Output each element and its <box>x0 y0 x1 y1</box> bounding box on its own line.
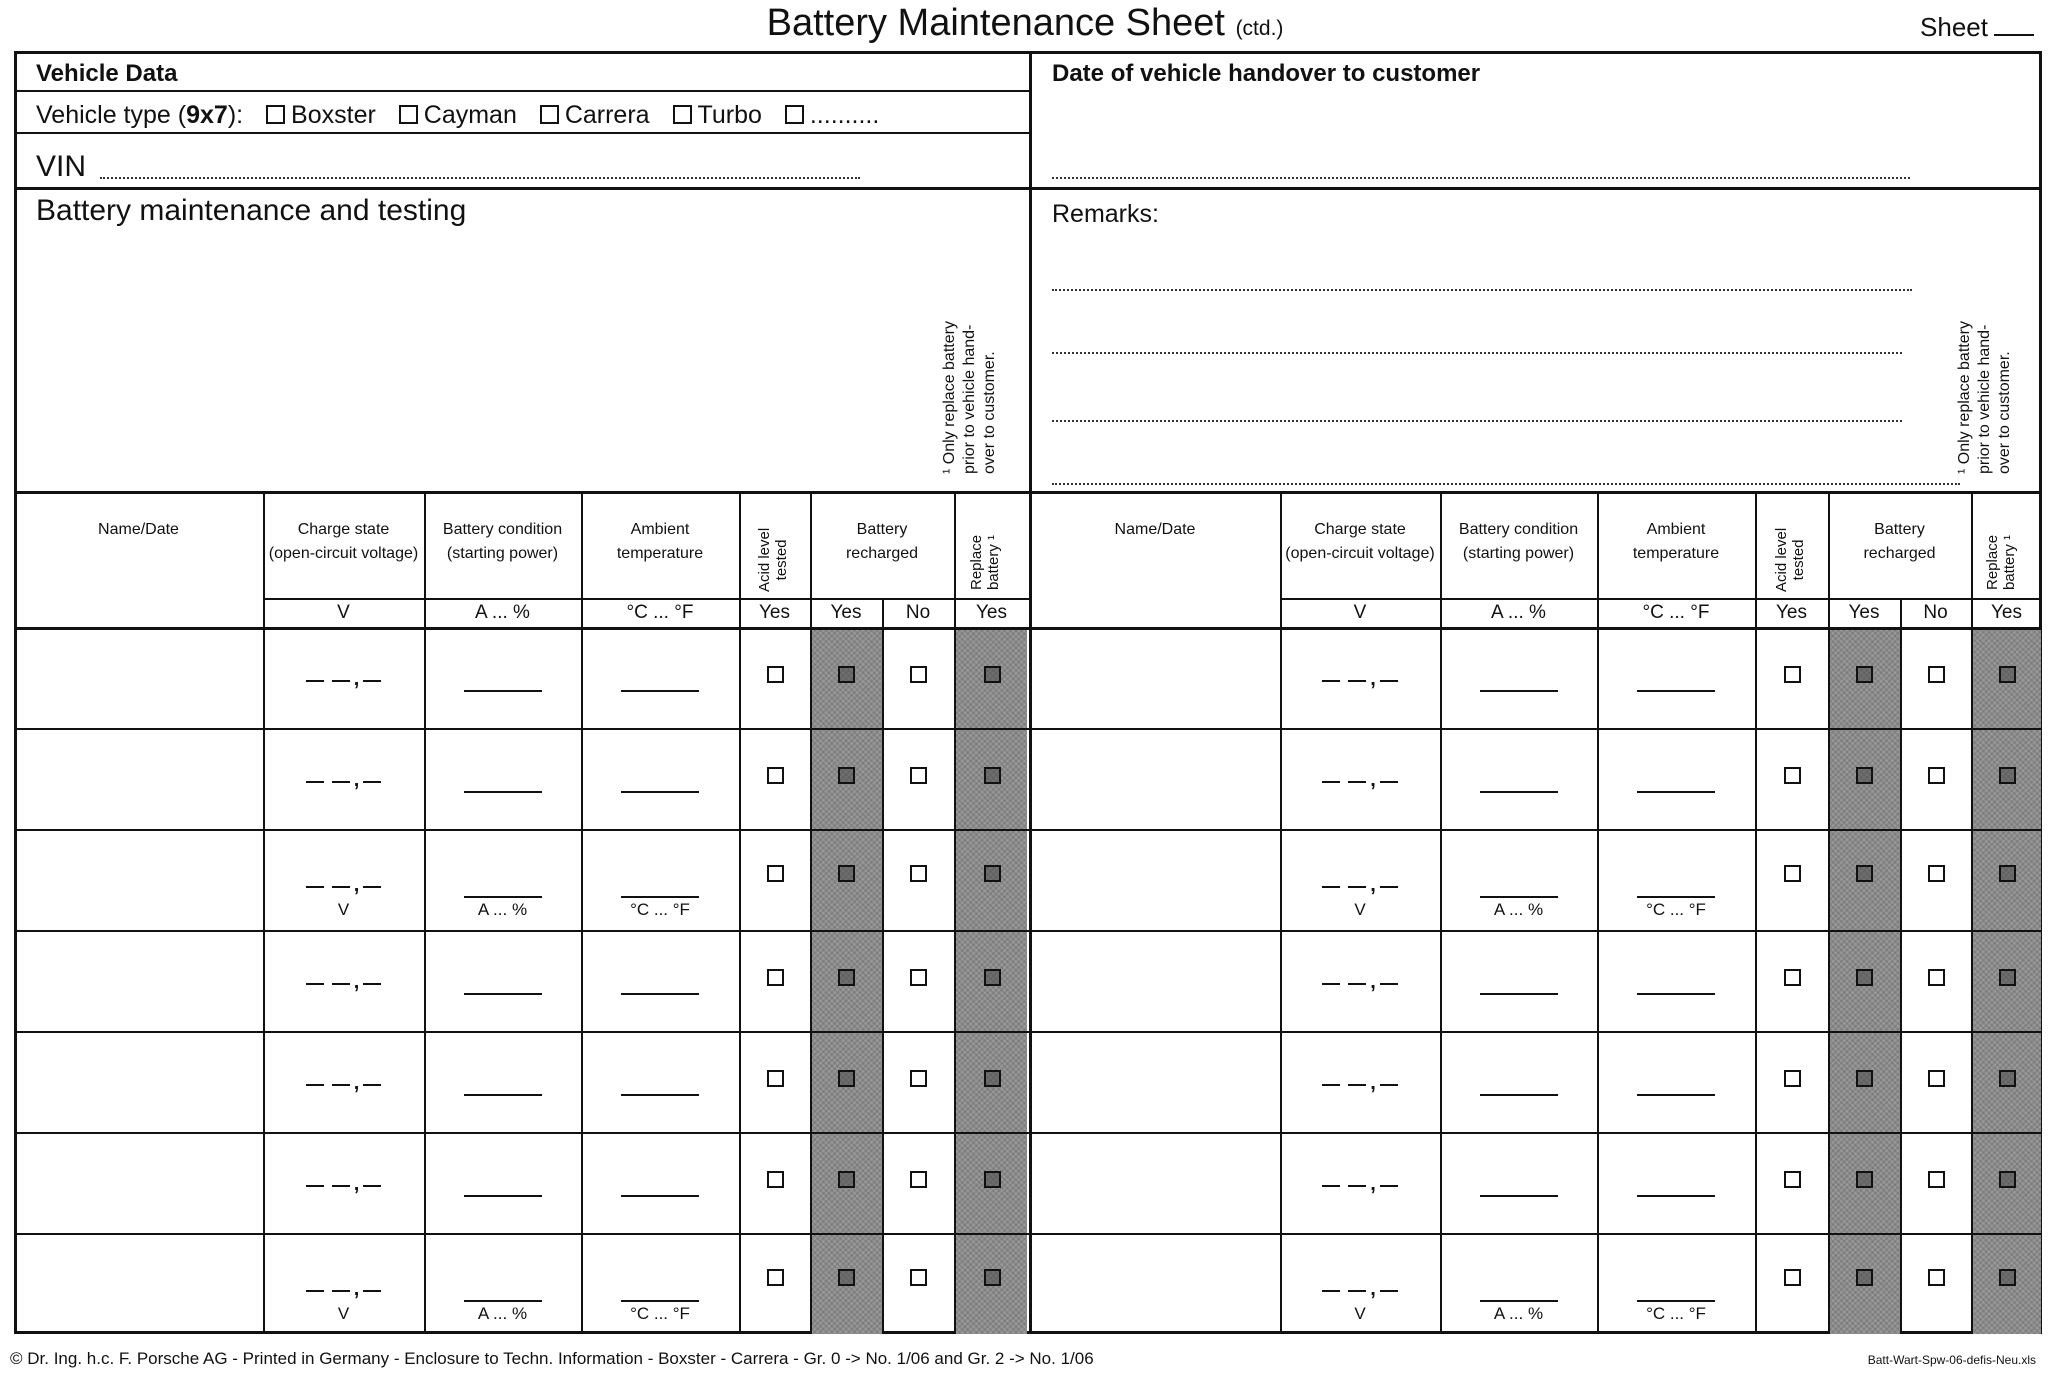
recharged-yes-checkbox[interactable] <box>838 1269 855 1286</box>
unit-acid-yes: Yes <box>759 602 790 623</box>
charge-state-header: Charge state (open-circuit voltage) <box>268 521 419 562</box>
vehicle-type-boxster-label: Boxster <box>291 101 376 129</box>
name-date-cell[interactable] <box>18 631 259 724</box>
vin-field[interactable] <box>100 177 860 179</box>
replace-battery-checkbox[interactable] <box>1999 969 2016 986</box>
row-rule <box>1029 930 2042 932</box>
replace-battery-checkbox[interactable] <box>984 767 1001 784</box>
name-date-header: Name/Date <box>98 521 179 538</box>
voltage-field[interactable]: , <box>1280 1173 1440 1196</box>
voltage-field[interactable]: , <box>1280 971 1440 994</box>
voltage-field[interactable]: , <box>1280 1072 1440 1095</box>
recharged-yes-checkbox[interactable] <box>838 767 855 784</box>
row-rule <box>14 1031 1030 1033</box>
replace-battery-checkbox[interactable] <box>1999 1171 2016 1188</box>
recharged-yes-checkbox[interactable] <box>838 1171 855 1188</box>
acid-level-checkbox[interactable] <box>767 1171 784 1188</box>
acid-level-checkbox[interactable] <box>1784 969 1801 986</box>
recharged-no-checkbox[interactable] <box>1928 666 1945 683</box>
unit-recharged-no: No <box>1923 602 1948 623</box>
recharged-no-checkbox[interactable] <box>1928 865 1945 882</box>
maintenance-heading: Battery maintenance and testing <box>36 194 467 227</box>
voltage-field[interactable]: , <box>1280 1278 1440 1301</box>
name-date-cell[interactable] <box>1033 732 1276 825</box>
unit-volt: V <box>1353 602 1367 623</box>
unit-recharged-yes: Yes <box>1848 602 1880 623</box>
starting-power-field[interactable] <box>464 1195 542 1197</box>
replace-battery-checkbox[interactable] <box>984 1171 1001 1188</box>
vehicle-type-turbo-checkbox[interactable] <box>673 105 692 124</box>
acid-level-checkbox[interactable] <box>767 1070 784 1087</box>
unit-row-rule <box>263 598 1029 600</box>
amp-unit: A ... % <box>1493 1303 1544 1323</box>
voltage-field[interactable]: , <box>263 769 424 792</box>
unit-amp: A ... % <box>1491 602 1546 623</box>
starting-power-field[interactable] <box>1480 1094 1558 1096</box>
recharged-yes-checkbox[interactable] <box>838 666 855 683</box>
amp-unit: A ... % <box>1493 899 1544 919</box>
recharged-no-checkbox[interactable] <box>1928 1171 1945 1188</box>
remarks-line-2[interactable] <box>1052 352 1902 354</box>
recharged-no-checkbox[interactable] <box>1928 1269 1945 1286</box>
vehicle-data-rule <box>14 90 1030 92</box>
recharged-no-checkbox[interactable] <box>910 865 927 882</box>
battery-recharged-header: Battery recharged <box>845 521 919 562</box>
recharged-no-checkbox[interactable] <box>910 1269 927 1286</box>
temperature-unit: °C ... °F <box>630 1303 690 1323</box>
vehicle-type-turbo-label: Turbo <box>697 101 762 129</box>
replace-battery-checkbox[interactable] <box>984 969 1001 986</box>
header-bottom-rule <box>1029 627 2042 630</box>
replace-battery-checkbox[interactable] <box>1999 666 2016 683</box>
starting-power-field[interactable] <box>464 1300 542 1302</box>
footer-filename: Batt-Wart-Spw-06-defis-Neu.xls <box>1867 1353 2036 1367</box>
sheet-number <box>1920 12 2034 43</box>
unit-recharged-yes: Yes <box>830 602 862 623</box>
center-divider <box>1029 51 1032 1334</box>
vehicle-type-label: Vehicle type (9x7): <box>36 101 244 129</box>
voltage-field[interactable]: , <box>1280 668 1440 691</box>
acid-level-checkbox[interactable] <box>767 1269 784 1286</box>
name-date-cell[interactable] <box>18 1237 259 1330</box>
battery-condition-header: Battery condition (starting power) <box>1458 521 1579 562</box>
recharged-yes-checkbox[interactable] <box>1856 1269 1873 1286</box>
col-rule <box>1900 598 1902 1334</box>
remarks-line-4[interactable] <box>1052 483 1960 485</box>
voltage-unit: V <box>1354 1303 1366 1323</box>
temperature-field[interactable] <box>1637 1195 1715 1197</box>
name-date-cell[interactable] <box>1033 833 1276 926</box>
recharged-no-checkbox[interactable] <box>910 1171 927 1188</box>
unit-row-rule <box>1280 598 2042 600</box>
replace-battery-checkbox[interactable] <box>984 1269 1001 1286</box>
acid-level-checkbox[interactable] <box>1784 865 1801 882</box>
acid-level-checkbox[interactable] <box>1784 1269 1801 1286</box>
temperature-field[interactable] <box>1637 1300 1715 1302</box>
voltage-field[interactable]: , <box>263 1278 424 1301</box>
starting-power-field[interactable] <box>464 1094 542 1096</box>
vehicle-type-other-checkbox[interactable] <box>785 105 804 124</box>
row-rule <box>14 1132 1030 1134</box>
handover-date-field[interactable] <box>1052 177 1910 179</box>
temperature-field[interactable] <box>1637 690 1715 692</box>
col-rule <box>882 598 884 1334</box>
temperature-field[interactable] <box>1637 993 1715 995</box>
name-date-cell[interactable] <box>1033 1035 1276 1128</box>
footnote-note-left: ¹ Only replace battery prior to vehicle hand- over to customer. <box>941 321 998 474</box>
acid-level-checkbox[interactable] <box>1784 1171 1801 1188</box>
vehicle-type-carrera-label: Carrera <box>564 101 650 129</box>
name-date-cell[interactable] <box>1033 934 1276 1027</box>
temperature-field[interactable] <box>1637 791 1715 793</box>
starting-power-field[interactable] <box>464 690 542 692</box>
recharged-yes-checkbox[interactable] <box>1856 767 1873 784</box>
temperature-unit: °C ... °F <box>630 899 690 919</box>
starting-power-field[interactable] <box>464 791 542 793</box>
temperature-field[interactable] <box>1637 1094 1715 1096</box>
vehicle-type-other-label: .......... <box>809 101 880 129</box>
temperature-field[interactable] <box>621 791 699 793</box>
row-rule <box>1029 1233 2042 1235</box>
recharged-yes-checkbox[interactable] <box>1856 865 1873 882</box>
recharged-yes-checkbox[interactable] <box>1856 969 1873 986</box>
name-date-cell[interactable] <box>18 833 259 926</box>
replace-battery-checkbox[interactable] <box>984 865 1001 882</box>
charge-state-header: Charge state (open-circuit voltage) <box>1285 521 1435 562</box>
voltage-field[interactable]: , <box>263 874 424 897</box>
recharged-no-checkbox[interactable] <box>910 969 927 986</box>
header-bottom-rule <box>14 627 1030 630</box>
starting-power-field[interactable] <box>1480 1195 1558 1197</box>
name-date-cell[interactable] <box>18 1035 259 1128</box>
row-rule <box>1029 1031 2042 1033</box>
acid-level-checkbox[interactable] <box>767 865 784 882</box>
table-top-rule <box>14 491 2042 494</box>
name-date-cell[interactable] <box>18 1136 259 1229</box>
acid-level-checkbox[interactable] <box>1784 666 1801 683</box>
recharged-yes-checkbox[interactable] <box>1856 1070 1873 1087</box>
sheet-number-field[interactable] <box>1994 34 2034 36</box>
acid-level-checkbox[interactable] <box>767 969 784 986</box>
unit-volt: V <box>337 602 350 623</box>
temperature-unit: °C ... °F <box>1646 899 1706 919</box>
replace-battery-checkbox[interactable] <box>1999 1269 2016 1286</box>
temperature-field[interactable] <box>621 896 699 898</box>
voltage-field[interactable]: , <box>263 1072 424 1095</box>
footer-copyright: © Dr. Ing. h.c. F. Porsche AG - Printed in Germany - Enclosure to Techn. Information - Boxster - Carrera - Gr. 0 -> No. 1/06 and Gr. 2 -> No. 1/06 <box>10 1349 1094 1368</box>
row-rule <box>14 728 1030 730</box>
ambient-temperature-header: Ambient temperature <box>616 521 704 562</box>
page-title <box>0 2 2050 45</box>
vehicle-type-carrera-checkbox[interactable] <box>540 105 559 124</box>
starting-power-field[interactable] <box>1480 896 1558 898</box>
recharged-yes-checkbox[interactable] <box>838 865 855 882</box>
row-rule <box>14 930 1030 932</box>
title-text: Battery Maintenance Sheet <box>766 2 1225 44</box>
name-date-cell[interactable] <box>1033 1136 1276 1229</box>
temperature-field[interactable] <box>1637 896 1715 898</box>
vehicle-type-boxster-checkbox[interactable] <box>266 105 285 124</box>
starting-power-field[interactable] <box>464 896 542 898</box>
replace-battery-header: Replace battery ¹ <box>1984 534 2018 590</box>
name-date-cell[interactable] <box>1033 631 1276 724</box>
vehicle-data-heading: Vehicle Data <box>36 60 178 87</box>
starting-power-field[interactable] <box>464 993 542 995</box>
replace-battery-checkbox[interactable] <box>1999 767 2016 784</box>
recharged-yes-checkbox[interactable] <box>838 1070 855 1087</box>
starting-power-field[interactable] <box>1480 690 1558 692</box>
vehicle-type-row <box>36 101 879 130</box>
form-frame <box>14 51 2042 1334</box>
recharged-no-checkbox[interactable] <box>910 666 927 683</box>
acid-level-checkbox[interactable] <box>1784 1070 1801 1087</box>
temperature-field[interactable] <box>621 1300 699 1302</box>
recharged-no-checkbox[interactable] <box>1928 1070 1945 1087</box>
remarks-label: Remarks: <box>1052 200 1159 228</box>
acid-level-header: Acid level tested <box>1773 527 1807 592</box>
acid-level-header: Acid level tested <box>756 527 790 592</box>
temperature-field[interactable] <box>621 1094 699 1096</box>
section-rule <box>14 187 2042 190</box>
replace-battery-checkbox[interactable] <box>1999 865 2016 882</box>
recharged-no-checkbox[interactable] <box>910 1070 927 1087</box>
acid-level-checkbox[interactable] <box>767 666 784 683</box>
acid-level-checkbox[interactable] <box>767 767 784 784</box>
vehicle-type-rule <box>14 132 1030 134</box>
replace-battery-checkbox[interactable] <box>984 1070 1001 1087</box>
handover-date-heading: Date of vehicle handover to customer <box>1052 60 1481 87</box>
voltage-field[interactable]: , <box>1280 874 1440 897</box>
replace-battery-checkbox[interactable] <box>984 666 1001 683</box>
voltage-field[interactable]: , <box>263 668 424 691</box>
remarks-line-1[interactable] <box>1052 289 1912 291</box>
recharged-no-checkbox[interactable] <box>1928 767 1945 784</box>
footnote-note-right: ¹ Only replace battery prior to vehicle hand- over to customer. <box>1956 321 2013 474</box>
unit-recharged-no: No <box>905 602 931 623</box>
unit-temp: °C ... °F <box>1642 602 1710 623</box>
voltage-field[interactable]: , <box>263 1173 424 1196</box>
recharged-no-checkbox[interactable] <box>1928 969 1945 986</box>
vehicle-type-cayman-checkbox[interactable] <box>399 105 418 124</box>
row-rule <box>1029 1132 2042 1134</box>
temperature-field[interactable] <box>621 690 699 692</box>
starting-power-field[interactable] <box>1480 791 1558 793</box>
remarks-line-3[interactable] <box>1052 420 1902 422</box>
temperature-field[interactable] <box>621 1195 699 1197</box>
unit-acid-yes: Yes <box>1776 602 1807 623</box>
unit-amp: A ... % <box>475 602 530 623</box>
voltage-field[interactable]: , <box>263 971 424 994</box>
unit-replace-yes: Yes <box>1991 602 2022 623</box>
row-rule <box>14 829 1030 831</box>
unit-temp: °C ... °F <box>626 602 694 623</box>
row-rule <box>14 1233 1030 1235</box>
voltage-unit: V <box>1354 899 1366 919</box>
recharged-yes-checkbox[interactable] <box>1856 1171 1873 1188</box>
starting-power-field[interactable] <box>1480 1300 1558 1302</box>
battery-recharged-header: Battery recharged <box>1863 521 1936 562</box>
vin-label: VIN <box>36 150 87 183</box>
voltage-unit: V <box>337 1303 350 1323</box>
replace-battery-checkbox[interactable] <box>1999 1070 2016 1087</box>
name-date-header: Name/Date <box>1114 521 1196 538</box>
voltage-field[interactable]: , <box>1280 769 1440 792</box>
replace-battery-header: Replace battery ¹ <box>968 534 1002 590</box>
voltage-unit: V <box>337 899 350 919</box>
starting-power-field[interactable] <box>1480 993 1558 995</box>
ambient-temperature-header: Ambient temperature <box>1632 521 1720 562</box>
name-date-cell[interactable] <box>18 732 259 825</box>
recharged-yes-checkbox[interactable] <box>838 969 855 986</box>
amp-unit: A ... % <box>477 1303 528 1323</box>
temperature-field[interactable] <box>621 993 699 995</box>
unit-replace-yes: Yes <box>976 602 1007 623</box>
battery-condition-header: Battery condition (starting power) <box>442 521 563 562</box>
temperature-unit: °C ... °F <box>1646 1303 1706 1323</box>
name-date-cell[interactable] <box>1033 1237 1276 1330</box>
amp-unit: A ... % <box>477 899 528 919</box>
acid-level-checkbox[interactable] <box>1784 767 1801 784</box>
recharged-yes-checkbox[interactable] <box>1856 666 1873 683</box>
sheet-label: Sheet <box>1920 12 1988 42</box>
recharged-no-checkbox[interactable] <box>910 767 927 784</box>
row-rule <box>1029 728 2042 730</box>
row-rule <box>1029 829 2042 831</box>
title-suffix: (ctd.) <box>1235 17 1284 40</box>
vehicle-type-cayman-label: Cayman <box>423 101 517 129</box>
name-date-cell[interactable] <box>18 934 259 1027</box>
